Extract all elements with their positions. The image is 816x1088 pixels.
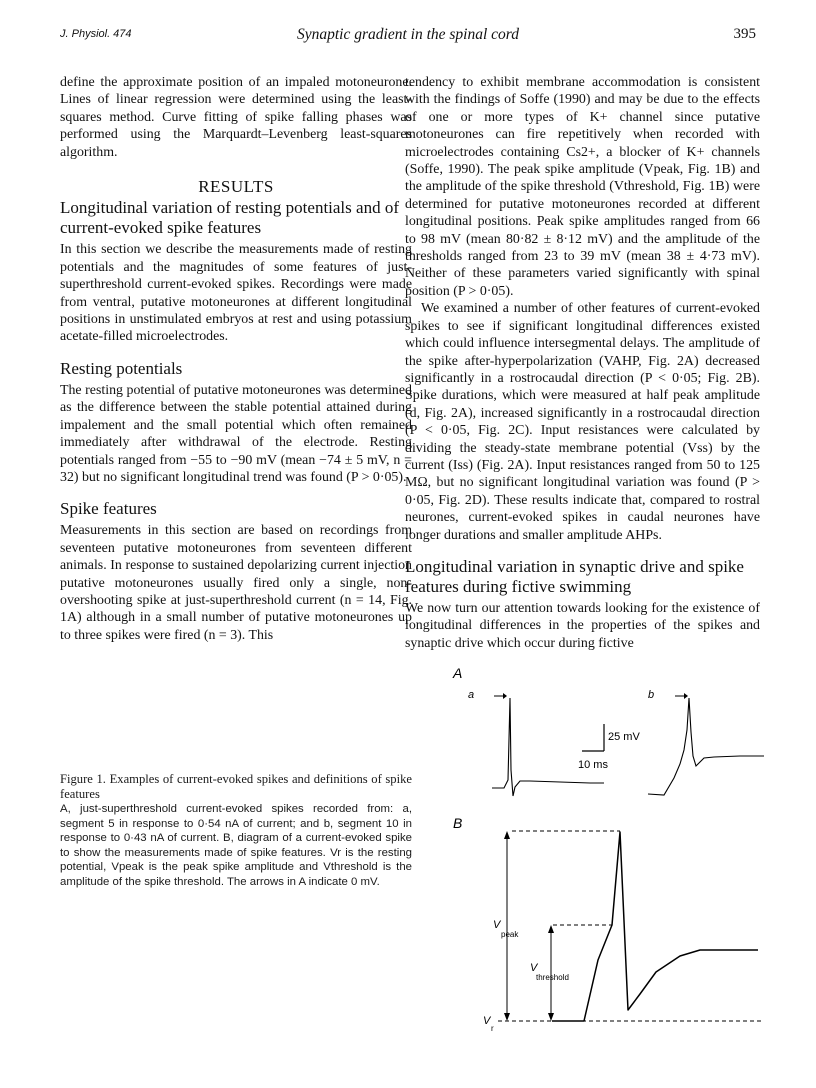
figure-1-graphics xyxy=(0,660,816,1060)
scale-bar xyxy=(582,724,604,751)
section-intro-paragraph: In this section we describe the measurements made of resting potentials and the magnitudes of some features of just-superthreshold current-evoked spikes. Recordings were made from ventral, putative motoneurones at different longitudinal positions in unstimulated embryos at rest and using potassium acetate-filled microelectrodes. xyxy=(60,242,412,345)
vthreshold-subscript: threshold xyxy=(536,973,569,982)
vpeak-subscript: peak xyxy=(501,930,519,939)
spike-diagram-trace xyxy=(552,832,758,1021)
vr-subscript: r xyxy=(491,1024,494,1033)
zero-mv-arrow-a xyxy=(494,693,507,699)
panel-a-label: A xyxy=(453,665,463,681)
spike-trace-a xyxy=(492,698,604,796)
accommodation-paragraph: tendency to exhibit membrane accommodation is consistent with the findings of Soffe (1990) and may be due to the effects of one or more types of K+ channel since putative motoneurones can fire repetitively when recorded with microelectrodes containing Cs2+, a blocker of K+ channels (Soffe, 1990). The peak spike amplitude (Vpeak, Fig. 1B) and the amplitude of the spike threshold (Vthreshold, Fig. 1B) were determined for putative motoneurones recorded at different longitudinal positions. Peak spike amplitudes ranged from 66 to 98 mV (mean 80·82 ± 8·12 mV) and the amplitude of the thresholds ranged from 23 to 39 mV (mean 38 ± 4·73 mV). Neither of these parameters varied significantly with spinal position (P > 0·05). xyxy=(405,75,760,299)
right-column xyxy=(405,74,760,652)
subheading-resting-potentials: Resting potentials xyxy=(60,358,183,378)
spike-features-paragraph: Measurements in this section are based on recordings from seventeen putative motoneurones from seventeen different animals. In response to sustained depolarizing current injection putative motoneurones usually fired only a single, non-overshooting spike at just-superthreshold current (n = 14, Fig. 1A) although in a small number of putative motoneurones up to three spikes were fired (n = 3). This xyxy=(60,523,412,643)
section-heading-synaptic-drive: Longitudinal variation in synaptic drive and spike features during fictive swimming xyxy=(405,556,744,596)
trace-b-label: b xyxy=(648,689,655,701)
spike-features-paragraph-2: We examined a number of other features of current-evoked spikes to see if significant longitudinal differences existed which could influence intersegmental delays. The amplitude of the spike after-hyperpolarization (VAHP, Fig. 2A) decreased significantly in a rostrocaudal direction (P < 0·05; Fig. 2B). Spike durations, which were measured at half peak amplitude (d, Fig. 2A), increased significantly in a rostrocaudal direction (P < 0·05, Fig. 2C). Input resistances were calculated by dividing the steady-state membrane potential (Vss) by the current (Iss) (Fig. 2A). Input resistances ranged from 50 to 125 MΩ, but no significant longitudinal variation was found (P > 0·05, Fig. 2D). These results indicate that, compared to rostral neurones, current-evoked spikes in caudal neurones have longer durations and smaller amplitude AHPs. xyxy=(405,301,760,543)
results-heading: RESULTS xyxy=(198,177,274,197)
subheading-spike-features: Spike features xyxy=(60,499,157,519)
panel-b-label: B xyxy=(453,815,463,831)
running-head-journal: J. Physiol. 474 xyxy=(60,28,132,40)
resting-potentials-paragraph: The resting potential of putative motoneurones was determined as the difference between the stable potential attained during impalement and the small potential which often remained immediately after withdrawal of the electrode. Resting potentials ranged from −55 to −90 mV (mean −74 ± 5 mV, n = 32) but no significant longitudinal trend was found (P > 0·05). xyxy=(60,382,412,485)
vr-label: V xyxy=(483,1015,491,1027)
running-head-title: Synaptic gradient in the spinal cord xyxy=(297,26,519,43)
left-column xyxy=(60,74,412,644)
trace-a-label: a xyxy=(468,689,475,701)
methods-tail-paragraph: define the approximate position of an impaled motoneurone. Lines of linear regression were determined using the least-squares method. Curve fitting of spike falling phases was performed using the Marquardt–Levenberg least-squares algorithm. xyxy=(60,75,412,160)
vpeak-arrow xyxy=(504,831,510,1021)
synaptic-drive-paragraph: We now turn our attention towards looking for the existence of longitudinal differences in the properties of the spikes and synaptic drive which occur during fictive xyxy=(405,600,760,651)
scale-time-label: 10 ms xyxy=(578,759,608,771)
scale-voltage-label: 25 mV xyxy=(608,731,640,743)
figure-caption-title: Figure 1. Examples of current-evoked spikes and definitions of spike features xyxy=(60,772,412,801)
figure-caption-body: A, just-superthreshold current-evoked spikes recorded from: a, segment 5 in response to 0·54 nA of current; and b, segment 10 in response to 0·43 nA of current. B, diagram of a current-evoked spike to show the measurements made of spike features. Vr is the resting potential, Vpeak is the peak spike amplitude and Vthreshold is the amplitude of the spike threshold. The arrows in A indicate 0 mV. xyxy=(60,803,412,888)
vpeak-label: V xyxy=(493,919,501,931)
section-heading-resting-and-spike: Longitudinal variation of resting potentials and of current-evoked spike features xyxy=(60,198,399,238)
spike-trace-b xyxy=(648,698,764,795)
vthreshold-label: V xyxy=(530,962,538,974)
zero-mv-arrow-b xyxy=(675,693,688,699)
page-number: 395 xyxy=(733,26,756,42)
